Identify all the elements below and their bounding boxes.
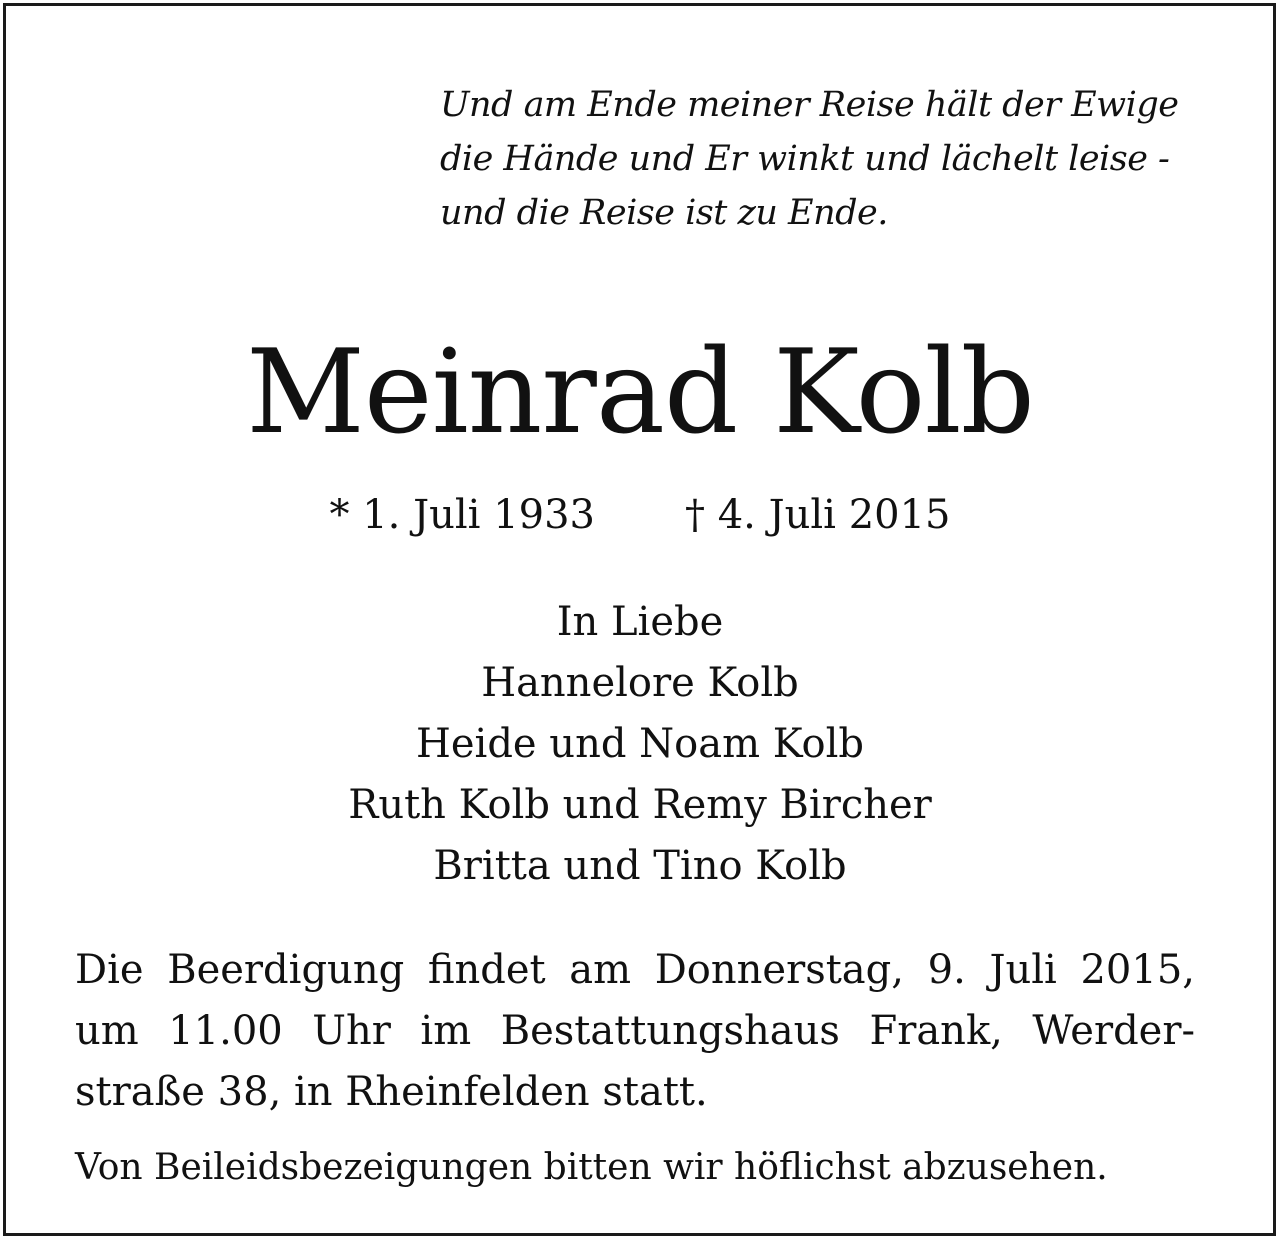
poem-line: die Hände und Er winkt und lächelt leise - — [440, 139, 1170, 179]
mourner-name: Britta und Tino Kolb — [433, 843, 847, 889]
poem-line: Und am Ende meiner Reise hält der Ewige — [440, 85, 1179, 125]
condolence-note: Von Beileidsbezeigungen bitten wir höflichst abzusehen. — [75, 1147, 1108, 1188]
mourner-name: Ruth Kolb und Remy Bircher — [348, 782, 932, 828]
deceased-name: Meinrad Kolb — [246, 325, 1034, 460]
mourner-name: Hannelore Kolb — [481, 660, 799, 706]
funeral-line: straße 38, in Rheinfelden statt. — [75, 1069, 708, 1115]
life-dates — [0, 488, 1280, 542]
memorial-poem — [440, 78, 1220, 240]
funeral-announcement — [75, 940, 1195, 1123]
death-date: † 4. Juli 2015 — [685, 492, 951, 538]
funeral-line: um 11.00 Uhr im Bestattungshaus Frank, Werder- — [75, 1008, 1195, 1054]
birth-date: * 1. Juli 1933 — [329, 492, 595, 538]
mourners-intro: In Liebe — [556, 599, 724, 645]
mourners-list — [0, 592, 1280, 897]
poem-line: und die Reise ist zu Ende. — [440, 193, 888, 233]
funeral-line: Die Beerdigung findet am Donnerstag, 9. Juli 2015, — [75, 947, 1195, 993]
mourner-name: Heide und Noam Kolb — [415, 721, 865, 767]
